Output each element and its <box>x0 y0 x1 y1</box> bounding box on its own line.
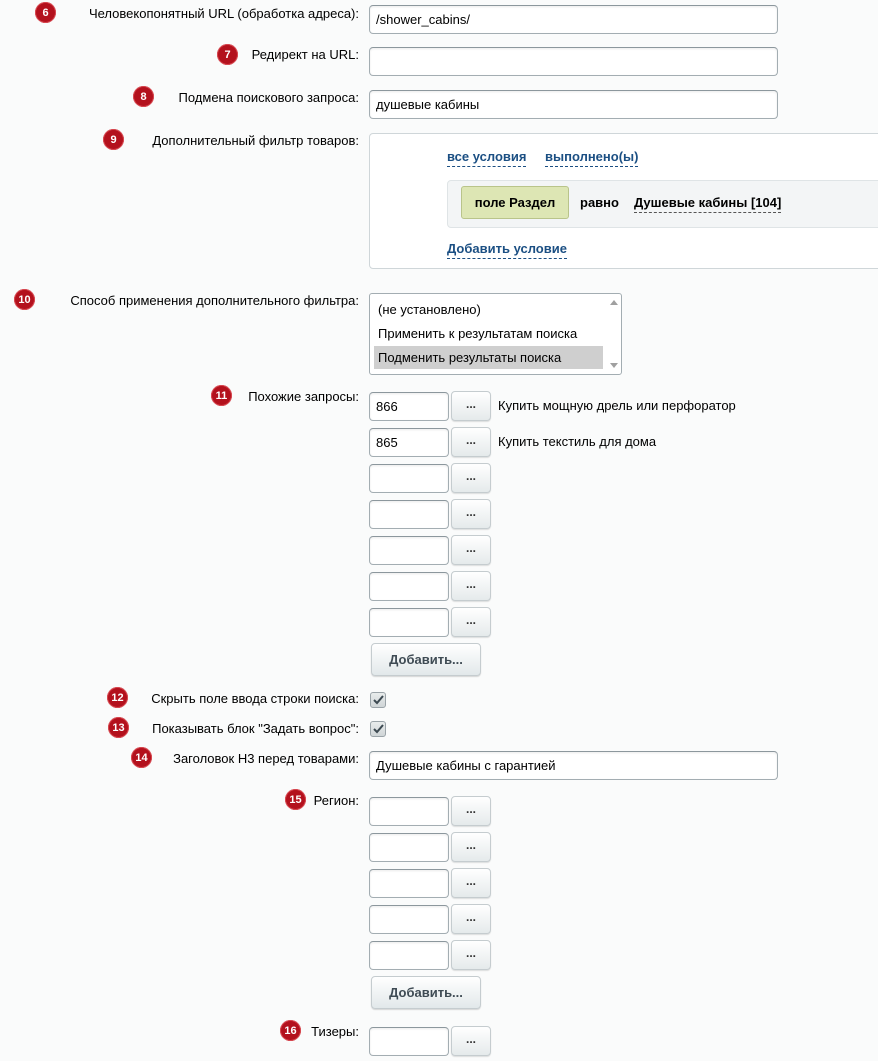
show-question-checkbox[interactable] <box>370 721 386 737</box>
region-browse-button[interactable]: ... <box>451 796 491 826</box>
hide-search-checkbox[interactable] <box>370 692 386 708</box>
hide-search-label: Скрыть поле ввода строки поиска: <box>151 691 359 706</box>
teasers-browse-button[interactable]: ... <box>451 1026 491 1056</box>
condition-operator[interactable]: равно <box>580 195 619 210</box>
similar-browse-button[interactable]: ... <box>451 535 491 565</box>
filter-mode-listbox[interactable] <box>369 293 622 375</box>
region-browse-button[interactable]: ... <box>451 904 491 934</box>
url-rewrite-input[interactable]: /shower_cabins/ <box>369 5 778 34</box>
query-replace-label: Подмена поискового запроса: <box>178 90 359 105</box>
h3-title-input[interactable]: Душевые кабины с гарантией <box>369 751 778 780</box>
step-badge-10: 10 <box>14 289 35 310</box>
region-add-button[interactable]: Добавить... <box>371 976 481 1009</box>
similar-browse-button[interactable]: ... <box>451 427 491 457</box>
redirect-label: Редирект на URL: <box>251 47 359 62</box>
all-conditions-link[interactable]: все условия <box>447 149 526 167</box>
redirect-input[interactable] <box>369 47 778 76</box>
url-rewrite-label: Человекопонятный URL (обработка адреса): <box>88 6 359 21</box>
condition-field-tag[interactable]: поле Раздел <box>461 186 569 219</box>
similar-id-input[interactable] <box>369 536 449 565</box>
scroll-down-arrow-icon[interactable] <box>610 363 618 368</box>
teasers-id-input[interactable] <box>369 1027 449 1056</box>
similar-browse-button[interactable]: ... <box>451 463 491 493</box>
similar-id-input[interactable]: 866 <box>369 392 449 421</box>
filter-mode-option[interactable]: Применить к результатам поиска <box>378 326 578 341</box>
step-badge-16: 16 <box>280 1020 301 1041</box>
filter-mode-option-selected[interactable]: Подменить результаты поиска <box>374 346 603 369</box>
similar-query-text: Купить мощную дрель или перфоратор <box>498 398 736 413</box>
similar-browse-button[interactable]: ... <box>451 391 491 421</box>
step-badge-15: 15 <box>285 789 306 810</box>
step-badge-7: 7 <box>217 44 238 65</box>
add-condition-link[interactable]: Добавить условие <box>447 241 567 259</box>
region-browse-button[interactable]: ... <box>451 940 491 970</box>
similar-id-input[interactable] <box>369 572 449 601</box>
step-badge-14: 14 <box>131 747 152 768</box>
similar-browse-button[interactable]: ... <box>451 571 491 601</box>
region-id-input[interactable] <box>369 905 449 934</box>
checkmark-icon <box>373 724 384 734</box>
extra-filter-label: Дополнительный фильтр товаров: <box>152 133 359 148</box>
similar-browse-button[interactable]: ... <box>451 499 491 529</box>
step-badge-9: 9 <box>103 129 124 150</box>
filter-mode-label: Способ применения дополнительного фильтра: <box>70 293 359 308</box>
step-badge-11: 11 <box>211 385 232 406</box>
query-replace-input[interactable]: душевые кабины <box>369 90 778 119</box>
scroll-up-arrow-icon[interactable] <box>610 300 618 305</box>
similar-browse-button[interactable]: ... <box>451 607 491 637</box>
condition-value[interactable]: Душевые кабины [104] <box>634 195 781 213</box>
step-badge-13: 13 <box>108 717 129 738</box>
filter-mode-option[interactable]: (не установлено) <box>378 302 481 317</box>
teasers-label: Тизеры: <box>311 1024 359 1039</box>
step-badge-8: 8 <box>133 86 154 107</box>
similar-query-text: Купить текстиль для дома <box>498 434 657 449</box>
similar-queries-label: Похожие запросы: <box>248 389 359 404</box>
region-label: Регион: <box>313 793 359 808</box>
h3-title-label: Заголовок H3 перед товарами: <box>173 751 359 766</box>
similar-id-input[interactable]: 865 <box>369 428 449 457</box>
fulfilled-link[interactable]: выполнено(ы) <box>545 149 638 167</box>
region-id-input[interactable] <box>369 833 449 862</box>
similar-add-button[interactable]: Добавить... <box>371 643 481 676</box>
step-badge-6: 6 <box>35 2 56 23</box>
similar-id-input[interactable] <box>369 608 449 637</box>
show-question-label: Показывать блок "Задать вопрос": <box>152 721 359 736</box>
similar-id-input[interactable] <box>369 500 449 529</box>
region-id-input[interactable] <box>369 797 449 826</box>
similar-id-input[interactable] <box>369 464 449 493</box>
step-badge-12: 12 <box>107 687 128 708</box>
region-id-input[interactable] <box>369 941 449 970</box>
region-id-input[interactable] <box>369 869 449 898</box>
region-browse-button[interactable]: ... <box>451 832 491 862</box>
checkmark-icon <box>373 695 384 705</box>
region-browse-button[interactable]: ... <box>451 868 491 898</box>
